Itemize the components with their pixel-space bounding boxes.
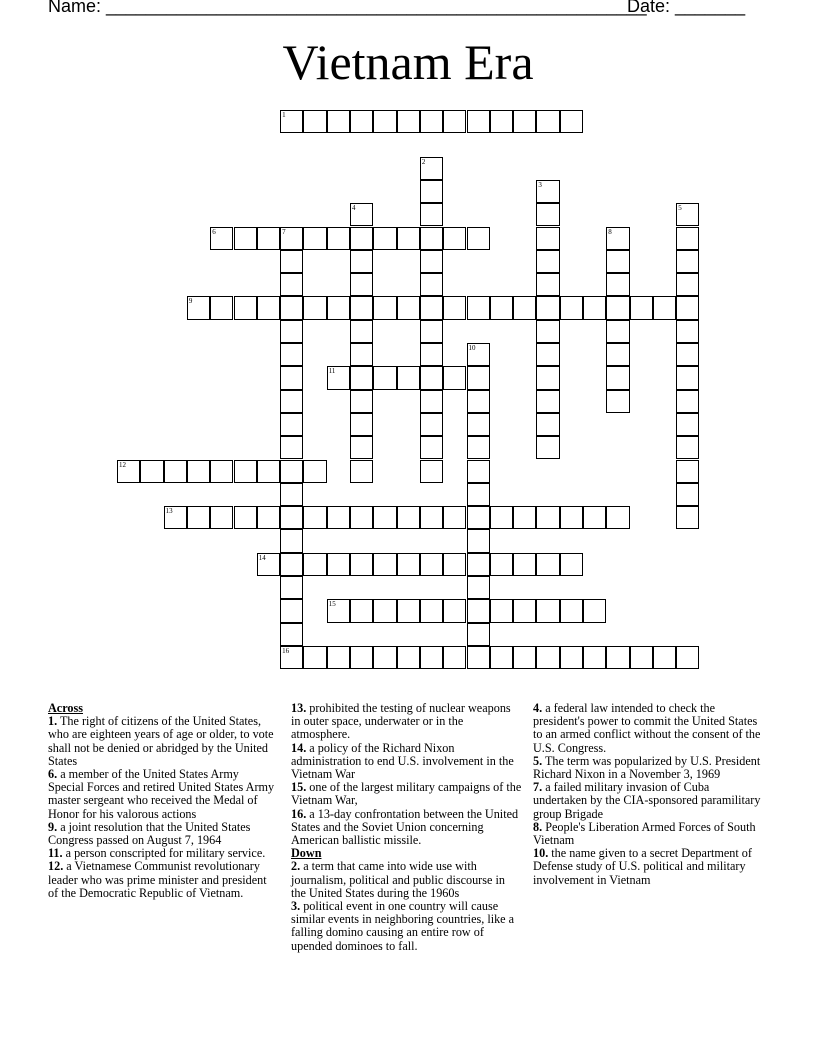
grid-cell[interactable] <box>420 366 443 389</box>
grid-cell[interactable] <box>420 227 443 250</box>
grid-cell[interactable] <box>350 553 373 576</box>
grid-cell[interactable] <box>280 623 303 646</box>
grid-cell[interactable] <box>536 506 559 529</box>
grid-cell[interactable] <box>443 553 466 576</box>
clue-across-11: 11. a person conscripted for military service. <box>48 846 266 861</box>
grid-cell[interactable] <box>583 296 606 319</box>
clue-number: 7 <box>282 227 286 236</box>
grid-cell[interactable] <box>327 110 350 133</box>
grid-cell[interactable] <box>536 203 559 226</box>
grid-cell[interactable] <box>513 506 536 529</box>
grid-cell[interactable] <box>443 110 466 133</box>
page-title: Vietnam Era <box>282 34 534 90</box>
grid-cell[interactable] <box>606 320 629 343</box>
grid-cell[interactable] <box>536 296 559 319</box>
clue-number: 10 <box>468 344 476 352</box>
grid-cell[interactable] <box>467 553 490 576</box>
grid-cell[interactable] <box>373 646 396 669</box>
grid-cell[interactable] <box>397 646 420 669</box>
grid-cell[interactable] <box>513 296 536 319</box>
clue-number: 16 <box>282 646 290 655</box>
grid-cell[interactable] <box>513 646 536 669</box>
grid-cell[interactable] <box>606 343 629 366</box>
grid-cell[interactable] <box>420 320 443 343</box>
clue-number: 8 <box>608 227 612 236</box>
grid-cell[interactable] <box>676 273 699 296</box>
grid-cell[interactable] <box>653 646 676 669</box>
grid-cell[interactable] <box>420 343 443 366</box>
grid-cell[interactable] <box>536 227 559 250</box>
grid-cell[interactable] <box>467 576 490 599</box>
grid-cell[interactable] <box>536 273 559 296</box>
clue-number: 14 <box>258 553 266 562</box>
grid-cell[interactable] <box>536 343 559 366</box>
grid-cell[interactable] <box>606 506 629 529</box>
clue-number: 5 <box>678 204 682 213</box>
grid-cell[interactable] <box>234 506 257 529</box>
grid-cell[interactable] <box>303 553 326 576</box>
grid-cell[interactable] <box>443 646 466 669</box>
name-field[interactable]: Name: ______________________________________________________ <box>48 0 647 16</box>
grid-cell[interactable] <box>467 623 490 646</box>
grid-cell[interactable] <box>467 506 490 529</box>
grid-cell[interactable] <box>490 506 513 529</box>
clue-across-14: 14. a policy of the Richard Nixon administration to end U.S. involvement in the Vietnam War <box>291 740 514 782</box>
grid-cell[interactable] <box>606 646 629 669</box>
grid-cell[interactable] <box>536 110 559 133</box>
grid-cell[interactable] <box>467 390 490 413</box>
grid-cell[interactable] <box>350 390 373 413</box>
grid-cell[interactable] <box>536 646 559 669</box>
grid-cell[interactable] <box>443 599 466 622</box>
grid-cell[interactable] <box>676 483 699 506</box>
grid-cell[interactable] <box>280 576 303 599</box>
grid-cell[interactable] <box>397 227 420 250</box>
grid-cell[interactable] <box>280 553 303 576</box>
clue-across-13: 13. prohibited the testing of nuclear weapons in outer space, underwater or in the atmosphere. <box>291 701 511 742</box>
grid-cell[interactable] <box>513 553 536 576</box>
across-heading: Across <box>48 701 83 715</box>
clue-number: 9 <box>188 297 193 306</box>
grid-cell[interactable] <box>676 343 699 366</box>
grid-cell[interactable] <box>630 296 653 319</box>
grid-cell[interactable] <box>606 366 629 389</box>
down-heading: Down <box>291 846 322 861</box>
clue-down-4: 4. a federal law intended to check the president's power to commit the United States to an armed conflict without the consent of the U.S. Congress. <box>533 701 761 755</box>
grid-cell[interactable] <box>327 296 350 319</box>
grid-cell[interactable] <box>420 646 443 669</box>
clue-number: 13 <box>165 507 173 516</box>
grid-cell[interactable] <box>210 460 233 483</box>
grid-cell[interactable] <box>653 296 676 319</box>
grid-cell[interactable] <box>280 506 303 529</box>
clue-column-3 <box>533 702 765 887</box>
grid-cell[interactable] <box>350 343 373 366</box>
grid-cell[interactable] <box>397 366 420 389</box>
grid-cell[interactable] <box>303 227 326 250</box>
grid-cell[interactable] <box>676 390 699 413</box>
grid-cell[interactable] <box>397 110 420 133</box>
grid-cell[interactable] <box>280 529 303 552</box>
grid-cell[interactable] <box>467 436 490 459</box>
grid-cell[interactable] <box>420 203 443 226</box>
grid-cell[interactable] <box>420 436 443 459</box>
clue-across-15: 15. one of the largest military campaigns of the Vietnam War, <box>291 780 522 808</box>
grid-cell[interactable] <box>234 296 257 319</box>
grid-cell[interactable] <box>420 553 443 576</box>
grid-cell[interactable] <box>630 646 653 669</box>
date-field[interactable]: Date: _______ <box>627 0 746 16</box>
grid-cell[interactable] <box>350 320 373 343</box>
grid-cell[interactable] <box>513 599 536 622</box>
grid-cell[interactable] <box>536 366 559 389</box>
grid-cell[interactable] <box>606 390 629 413</box>
clue-down-10: 10. the name given to a secret Department of Defense study of U.S. political and military involvement in Vietnam <box>533 846 752 887</box>
clue-number: 3 <box>538 180 542 189</box>
grid-cell[interactable] <box>606 273 629 296</box>
clue-column-1 <box>48 702 276 900</box>
grid-cell[interactable] <box>350 273 373 296</box>
grid-cell[interactable] <box>327 553 350 576</box>
grid-cell[interactable] <box>280 483 303 506</box>
grid-cell[interactable] <box>560 110 583 133</box>
grid-cell[interactable] <box>676 460 699 483</box>
grid-cell[interactable] <box>536 413 559 436</box>
grid-cell[interactable] <box>560 506 583 529</box>
clue-down-3: 3. political event in one country will cause similar events in neighboring countries, like a falling domino causing an entire row of upended dominoes to fall. <box>291 899 515 953</box>
clue-column-2 <box>291 702 522 953</box>
grid-cell[interactable] <box>443 227 466 250</box>
grid-cell[interactable] <box>303 506 326 529</box>
grid-cell[interactable] <box>606 296 629 319</box>
grid-cell[interactable] <box>350 460 373 483</box>
clue-number: 1 <box>282 111 286 119</box>
grid-cell[interactable] <box>350 250 373 273</box>
clue-across-9: 9. a joint resolution that the United States Congress passed on August 7, 1964 <box>48 819 251 848</box>
grid-cell[interactable] <box>583 646 606 669</box>
grid-cell[interactable] <box>280 436 303 459</box>
grid-cell[interactable] <box>420 506 443 529</box>
grid-cell[interactable] <box>467 366 490 389</box>
grid-cell[interactable] <box>420 460 443 483</box>
grid-cell[interactable] <box>560 553 583 576</box>
grid-cell[interactable] <box>467 483 490 506</box>
grid-cell[interactable] <box>676 413 699 436</box>
grid-cell[interactable] <box>536 250 559 273</box>
grid-cell[interactable] <box>467 529 490 552</box>
grid-cell[interactable] <box>467 460 490 483</box>
grid-cell[interactable] <box>467 296 490 319</box>
grid-cell[interactable] <box>350 296 373 319</box>
grid-cell[interactable] <box>676 506 699 529</box>
grid-cell[interactable] <box>280 366 303 389</box>
grid-cell[interactable] <box>350 366 373 389</box>
grid-cell[interactable] <box>303 460 326 483</box>
grid-cell[interactable] <box>420 296 443 319</box>
grid-cell[interactable] <box>490 646 513 669</box>
grid-cell[interactable] <box>397 599 420 622</box>
grid-cell[interactable] <box>280 390 303 413</box>
grid-cell[interactable] <box>350 599 373 622</box>
grid-cell[interactable] <box>234 460 257 483</box>
grid-cell[interactable] <box>490 296 513 319</box>
grid-cell[interactable] <box>606 250 629 273</box>
grid-cell[interactable] <box>257 506 280 529</box>
grid-cell[interactable] <box>420 390 443 413</box>
grid-cell[interactable] <box>513 110 536 133</box>
grid-cell[interactable] <box>280 460 303 483</box>
grid-cell[interactable] <box>583 599 606 622</box>
grid-cell[interactable] <box>676 320 699 343</box>
grid-cell[interactable] <box>536 599 559 622</box>
grid-cell[interactable] <box>187 460 210 483</box>
grid-cell[interactable] <box>350 506 373 529</box>
grid-cell[interactable] <box>234 227 257 250</box>
grid-cell[interactable] <box>303 646 326 669</box>
grid-cell[interactable] <box>350 436 373 459</box>
grid-cell[interactable] <box>490 599 513 622</box>
grid-cell[interactable] <box>467 227 490 250</box>
grid-cell[interactable] <box>420 180 443 203</box>
grid-cell[interactable] <box>257 227 280 250</box>
grid-cell[interactable] <box>373 227 396 250</box>
grid-cell[interactable] <box>373 599 396 622</box>
grid-cell[interactable] <box>280 320 303 343</box>
grid-cell[interactable] <box>280 343 303 366</box>
grid-cell[interactable] <box>443 366 466 389</box>
grid-cell[interactable] <box>257 296 280 319</box>
grid-cell[interactable] <box>350 227 373 250</box>
grid-cell[interactable] <box>443 296 466 319</box>
clue-down-7: 7. a failed military invasion of Cuba undertaken by the CIA-sponsored paramilitary group Brigade <box>533 780 761 821</box>
grid-cell[interactable] <box>373 296 396 319</box>
grid-cell[interactable] <box>164 460 187 483</box>
grid-cell[interactable] <box>420 273 443 296</box>
grid-cell[interactable] <box>373 506 396 529</box>
grid-cell[interactable] <box>676 227 699 250</box>
grid-cell[interactable] <box>187 506 210 529</box>
grid-cell[interactable] <box>280 250 303 273</box>
grid-cell[interactable] <box>327 227 350 250</box>
grid-cell[interactable] <box>257 460 280 483</box>
grid-cell[interactable] <box>420 110 443 133</box>
grid-cell[interactable] <box>373 553 396 576</box>
grid-cell[interactable] <box>373 110 396 133</box>
grid-cell[interactable] <box>676 250 699 273</box>
grid-cell[interactable] <box>536 436 559 459</box>
clue-across-12: 12. a Vietnamese Communist revolutionary leader who was prime minister and president of the Democratic Republic of Vietnam. <box>48 859 267 900</box>
clue-across-1: 1. The right of citizens of the United States, who are eighteen years of age or older, to vote shall not be denied or abridged by the United States <box>48 714 274 768</box>
grid-cell[interactable] <box>397 506 420 529</box>
grid-cell[interactable] <box>467 413 490 436</box>
grid-cell[interactable] <box>280 599 303 622</box>
clue-down-2: 2. a term that came into wide use with journalism, political and public discourse in the United States during the 1960s <box>291 859 505 900</box>
grid-cell[interactable] <box>560 599 583 622</box>
clue-number: 15 <box>328 600 336 609</box>
clue-number: 6 <box>212 227 216 236</box>
grid-cell[interactable] <box>490 110 513 133</box>
clue-down-8: 8. People's Liberation Armed Forces of South Vietnam <box>533 819 756 848</box>
grid-cell[interactable] <box>536 390 559 413</box>
grid-cell[interactable] <box>350 110 373 133</box>
grid-cell[interactable] <box>280 413 303 436</box>
grid-cell[interactable] <box>397 553 420 576</box>
grid-cell[interactable] <box>303 296 326 319</box>
grid-cell[interactable] <box>467 110 490 133</box>
grid-cell[interactable] <box>560 296 583 319</box>
clue-number: 2 <box>421 157 426 166</box>
grid-cell[interactable] <box>350 413 373 436</box>
grid-cell[interactable] <box>327 646 350 669</box>
clue-across-16: 16. a 13-day confrontation between the United States and the Soviet Union concerning American ballistic missile. <box>291 806 519 848</box>
grid-cell[interactable] <box>467 646 490 669</box>
grid-cell[interactable] <box>676 646 699 669</box>
grid-cell[interactable] <box>210 296 233 319</box>
grid-cell[interactable] <box>420 250 443 273</box>
grid-cell[interactable] <box>536 320 559 343</box>
grid-cell[interactable] <box>560 646 583 669</box>
grid-cell[interactable] <box>397 296 420 319</box>
grid-cell[interactable] <box>443 506 466 529</box>
grid-cell[interactable] <box>536 553 559 576</box>
clue-across-6: 6. a member of the United States Army Special Forces and retired United States Army master sergeant who received the Medal of Honor for his valorous actions <box>48 767 275 821</box>
grid-cell[interactable] <box>327 506 350 529</box>
clue-number: 12 <box>119 460 126 469</box>
clue-number: 11 <box>328 367 336 376</box>
grid-cell[interactable] <box>676 436 699 459</box>
grid-cell[interactable] <box>490 553 513 576</box>
grid-cell[interactable] <box>420 599 443 622</box>
clue-number: 4 <box>352 204 356 213</box>
grid-cell[interactable] <box>467 599 490 622</box>
grid-cell[interactable] <box>280 273 303 296</box>
grid-cell[interactable] <box>140 460 163 483</box>
grid-cell[interactable] <box>676 296 699 319</box>
grid-cell[interactable] <box>676 366 699 389</box>
grid-cell[interactable] <box>583 506 606 529</box>
grid-cell[interactable] <box>303 110 326 133</box>
grid-cell[interactable] <box>210 506 233 529</box>
grid-cell[interactable] <box>280 296 303 319</box>
grid-cell[interactable] <box>350 646 373 669</box>
grid-cell[interactable] <box>373 366 396 389</box>
clue-down-5: 5. The term was popularized by U.S. President Richard Nixon in a November 3, 1969 <box>533 753 761 782</box>
grid-cell[interactable] <box>420 413 443 436</box>
